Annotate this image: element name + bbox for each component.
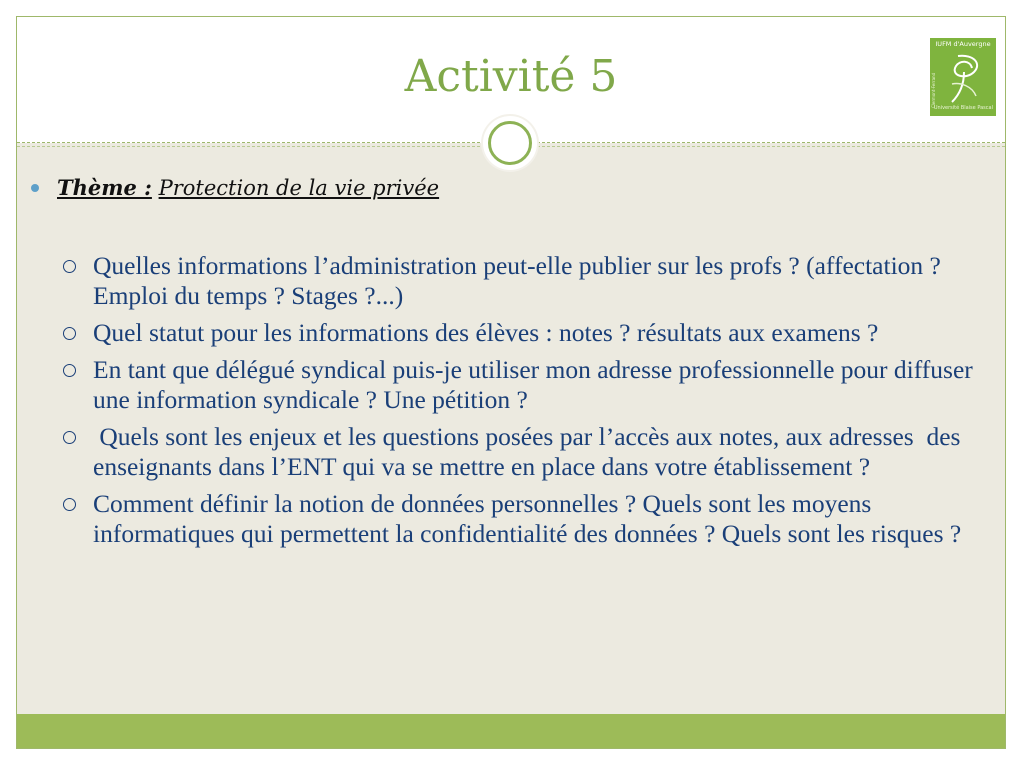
circle-bullet-icon [63, 431, 76, 444]
logo-bottom-text: Université Blaise Pascal [933, 105, 993, 111]
logo-top-text: IUFM d'Auvergne [935, 40, 991, 48]
slide-title: Activité 5 [404, 51, 618, 102]
ring-icon [488, 121, 532, 165]
slide-footer-bar [17, 714, 1005, 748]
question-text: Quel statut pour les informations des élèves : notes ? résultats aux examens ? [93, 318, 879, 347]
circle-bullet-icon [63, 260, 76, 273]
circle-bullet-icon [63, 327, 76, 340]
question-text: Comment définir la notion de données personnelles ? Quels sont les moyens informatiques qui permettent la confidentialité des données ? Quels sont les risques ? [93, 489, 962, 548]
question-item [61, 355, 1001, 415]
question-text: En tant que délégué syndical puis-je utiliser mon adresse professionnelle pour diffuser une information syndicale ? Une pétition ? [93, 355, 973, 414]
question-item [61, 489, 1001, 549]
circle-bullet-icon [63, 498, 76, 511]
question-item [61, 422, 1001, 482]
bullet-dot-icon [31, 184, 39, 192]
logo-side-text: Clermont-Ferrand [931, 72, 936, 108]
question-list [61, 251, 1001, 556]
question-text: Quels sont les enjeux et les questions posées par l’accès aux notes, aux adresses des enseignants dans l’ENT qui va se mettre en place dans votre établissement ? [93, 422, 967, 481]
theme-space [152, 176, 159, 200]
slide [16, 16, 1006, 749]
circle-bullet-icon [63, 364, 76, 377]
theme-line [31, 175, 439, 200]
divider-ornament-icon [483, 116, 537, 170]
question-item [61, 318, 1001, 348]
theme-label: Thème : [57, 175, 152, 200]
question-item [61, 251, 1001, 311]
theme-value: Protection de la vie privée [158, 176, 440, 200]
question-text: Quelles informations l’administration peut-elle publier sur les profs ? (affectation ? Emploi du temps ? Stages ?...) [93, 251, 941, 310]
iufm-logo [930, 38, 996, 116]
